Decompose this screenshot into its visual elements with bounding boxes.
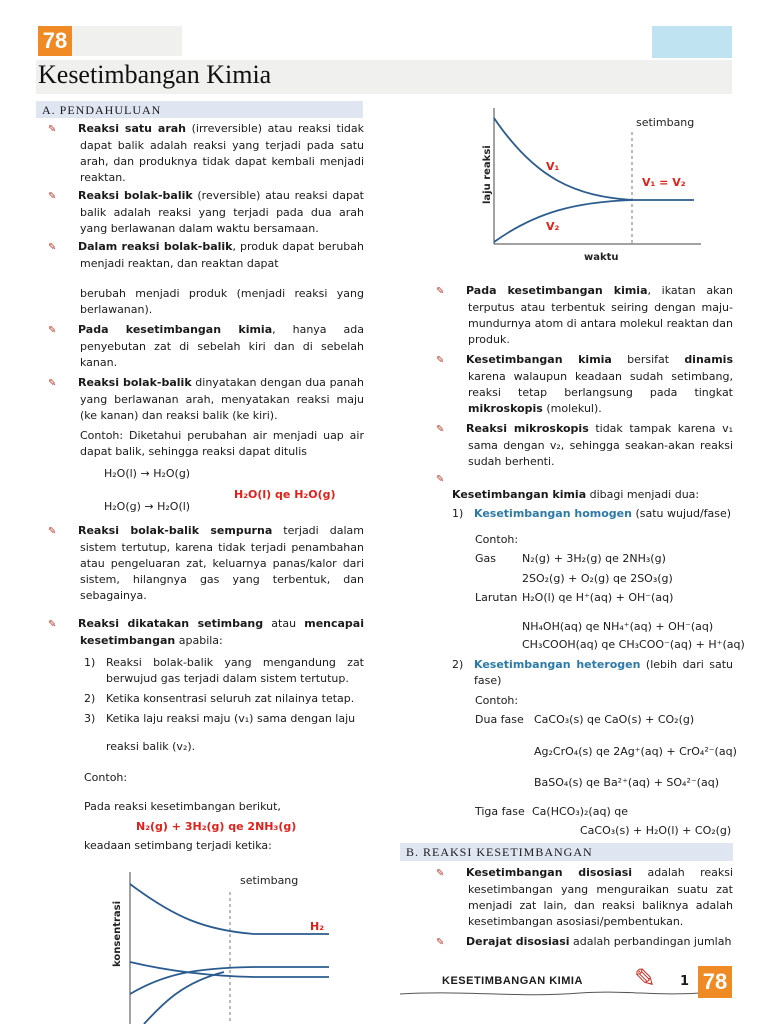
heterogen-title: 2) Kesetimbangan heterogen (lebih dari satu fase) xyxy=(452,658,733,687)
rate-xlabel: waktu xyxy=(584,252,619,263)
pencil-icon: ✎ xyxy=(634,964,656,994)
v2-label: V₂ xyxy=(546,220,560,233)
pencil-icon: ✎ xyxy=(48,325,57,336)
pencil-icon: ✎ xyxy=(436,355,445,366)
bullet-dua-panah: ✎ Reaksi bolak-balik dinyatakan dengan dua panah yang berlawanan arah, menyatakan reaksi maju (ke kanan) dan reaksi balik (ke kiri). xyxy=(48,376,364,422)
concentration-chart xyxy=(104,862,364,1024)
footer-page-badge: 78 xyxy=(698,966,732,998)
example-intro: Contoh: Diketahui perubahan air menjadi uap air dapat balik, sehingga reaksi dapat ditulis xyxy=(80,429,364,458)
bullet-reaksi-bolak-balik: ✎ Reaksi bolak-balik (reversible) atau reaksi dapat balik adalah reaksi yang terjadi pada dua arah yang berlawanan dalam waktu bersamaan. xyxy=(48,189,364,235)
condition-list xyxy=(84,655,364,727)
page-title: Kesetimbangan Kimia xyxy=(38,60,272,89)
bullet-disosiasi: ✎ Kesetimbangan disosiasi adalah reaksi kesetimbangan yang menguraikan suatu zat menjadi zat lain, dan reaksi baliknya adalah kesetimbangan asosiasi/pembentukan. xyxy=(436,866,734,928)
bullet-sempurna: ✎ Reaksi bolak-balik sempurna terjadi dalam sistem tertutup, karena tidak terjadi penambahan atau pengeluaran zat, keluarnya panas/kalor dari sistem, hilangnya gas yang terbentuk, dan sebagainya. xyxy=(48,524,364,602)
gas-eq1: N₂(g) + 3H₂(g) qe 2NH₃(g) xyxy=(522,552,666,565)
bullet-pada-kesetimbangan: ✎ Pada kesetimbangan kimia, hanya ada penyebutan zat di sebelah kiri dan di sebelah kanan. xyxy=(48,323,365,369)
header-band xyxy=(72,26,182,56)
homogen-contoh: Contoh: xyxy=(475,533,519,546)
bullet-dinamis: ✎ Kesetimbangan kimia bersifat dinamis karena walaupun keadaan sudah setimbang, reaksi tetap berlangsung pada tingkat mikroskopis (molekul). xyxy=(436,353,733,415)
page-number-badge: 78 xyxy=(38,26,72,56)
footer-text: KESETIMBANGAN KIMIA xyxy=(442,975,583,987)
lower-curve xyxy=(144,972,224,1024)
sol-eq3: CH₃COOH(aq) qe CH₃COO⁻(aq) + H⁺(aq) xyxy=(522,638,745,651)
bullet-ikatan: ✎ Pada kesetimbangan kimia, ikatan akan terputus atau terbentuk seiring dengan maju-mundurnya atom di antara molekul reaktan dan produk. xyxy=(436,284,733,346)
condition-2: 2) Ketika konsentrasi seluruh zat nilainya tetap. xyxy=(84,692,355,705)
tp-eq2: Ag₂CrO₄(s) qe 2Ag⁺(aq) + CrO₄²⁻(aq) xyxy=(534,745,737,758)
eq-water-backward: H₂O(g) → H₂O(l) xyxy=(104,500,191,513)
pencil-icon-standalone: ✎ xyxy=(436,474,445,485)
eq-water-forward: H₂O(l) → H₂O(g) xyxy=(104,467,191,480)
thp-eq2: CaCO₃(s) + H₂O(l) + CO₂(g) xyxy=(580,824,732,837)
bullet-dalam-reaksi: ✎ Dalam reaksi bolak-balik, produk dapat berubah menjadi reaktan, dan reaktan dapat xyxy=(48,240,364,270)
condition-3: 3) Ketika laju reaksi maju (v₁) sama dengan laju xyxy=(84,712,356,725)
bullet-derajat: ✎ Derajat disosiasi adalah perbandingan jumlah xyxy=(452,934,733,951)
gas-label: Gas xyxy=(475,552,496,565)
conc-ylabel: konsentrasi xyxy=(112,900,123,967)
pencil-icon: ✎ xyxy=(436,868,445,879)
v1-label: V₁ xyxy=(546,160,560,173)
conc-h2-label: H₂ xyxy=(310,920,325,933)
bullet-setimbang: ✎ Reaksi dikatakan setimbang atau mencapai kesetimbangan apabila: xyxy=(48,617,364,647)
example2-intro: Pada reaksi kesetimbangan berikut, xyxy=(84,800,281,813)
thp-eq1: Ca(HCO₃)₂(aq) qe xyxy=(532,805,628,818)
right-column xyxy=(436,283,733,470)
bullet-dalam-reaksi-cont: berubah menjadi produk (menjadi reaksi yang berlawanan). xyxy=(80,287,364,316)
homogen-title: 1) Kesetimbangan homogen (satu wujud/fase) xyxy=(452,507,732,520)
pencil-icon: ✎ xyxy=(436,286,445,297)
tp-eq1: CaCO₃(s) qe CaO(s) + CO₂(g) xyxy=(534,713,695,726)
header-blue-box xyxy=(652,26,732,58)
sol-label: Larutan xyxy=(475,591,518,604)
footer-page-small: 1 xyxy=(680,974,690,989)
pencil-icon: ✎ xyxy=(48,526,57,537)
two-phase-label: Dua fase xyxy=(475,713,524,726)
pencil-icon: ✎ xyxy=(436,937,445,948)
bullet-reaksi-satu-arah: ✎ Reaksi satu arah (irreversible) atau reaksi tidak dapat balik adalah reaksi yang terjadi pada satu arah, dan produknya tidak dapat kembali menjadi reaktan. xyxy=(48,122,364,184)
sol-eq2: NH₄OH(aq) qe NH₄⁺(aq) + OH⁻(aq) xyxy=(522,620,714,633)
eq-ammonia: N₂(g) + 3H₂(g) qe 2NH₃(g) xyxy=(136,820,297,833)
left-column xyxy=(48,121,365,460)
bullet-dibagi: Kesetimbangan kimia dibagi menjadi dua: xyxy=(452,488,700,501)
pencil-icon: ✎ xyxy=(436,424,445,435)
eq-water-equilibrium: H₂O(l) qe H₂O(g) xyxy=(234,488,336,501)
rate-chart xyxy=(476,100,736,270)
tp-eq3: BaSO₄(s) qe Ba²⁺(aq) + SO₄²⁻(aq) xyxy=(534,776,719,789)
three-phase-label: Tiga fase xyxy=(475,805,525,818)
pencil-icon: ✎ xyxy=(48,619,57,630)
bullet-mikroskopis: ✎ Reaksi mikroskopis tidak tampak karena v₁ sama dengan v₂, sehingga seakan-akan reaksi sudah berhenti. xyxy=(436,422,733,468)
v2-curve xyxy=(494,200,632,242)
section-b-heading: B. REAKSI KESETIMBANGAN xyxy=(400,843,733,861)
rate-ylabel: laju reaksi xyxy=(482,145,493,204)
h2-curve xyxy=(130,884,329,934)
sol-eq1: H₂O(l) qe H⁺(aq) + OH⁻(aq) xyxy=(522,591,674,604)
pencil-icon: ✎ xyxy=(48,378,57,389)
rate-annotation: setimbang xyxy=(636,116,695,129)
condition-text: keadaan setimbang terjadi ketika: xyxy=(84,839,272,852)
section-a-heading: A. PENDAHULUAN xyxy=(36,101,363,118)
pencil-icon: ✎ xyxy=(48,242,57,253)
left-column-2 xyxy=(48,523,364,649)
section-b-body xyxy=(436,865,734,951)
conc-annotation: setimbang xyxy=(240,874,299,887)
condition-1: 1) Reaksi bolak-balik yang mengandung zat berwujud gas terjadi dalam sistem tertutup. xyxy=(84,656,364,685)
pencil-icon: ✎ xyxy=(48,124,57,135)
equal-label: V₁ = V₂ xyxy=(642,176,686,189)
heterogen-contoh: Contoh: xyxy=(475,694,519,707)
pencil-icon: ✎ xyxy=(48,191,57,202)
condition-3-cont: reaksi balik (v₂). xyxy=(106,740,196,753)
gas-eq2: 2SO₂(g) + O₂(g) qe 2SO₃(g) xyxy=(522,572,673,585)
contoh-label: Contoh: xyxy=(84,771,128,784)
